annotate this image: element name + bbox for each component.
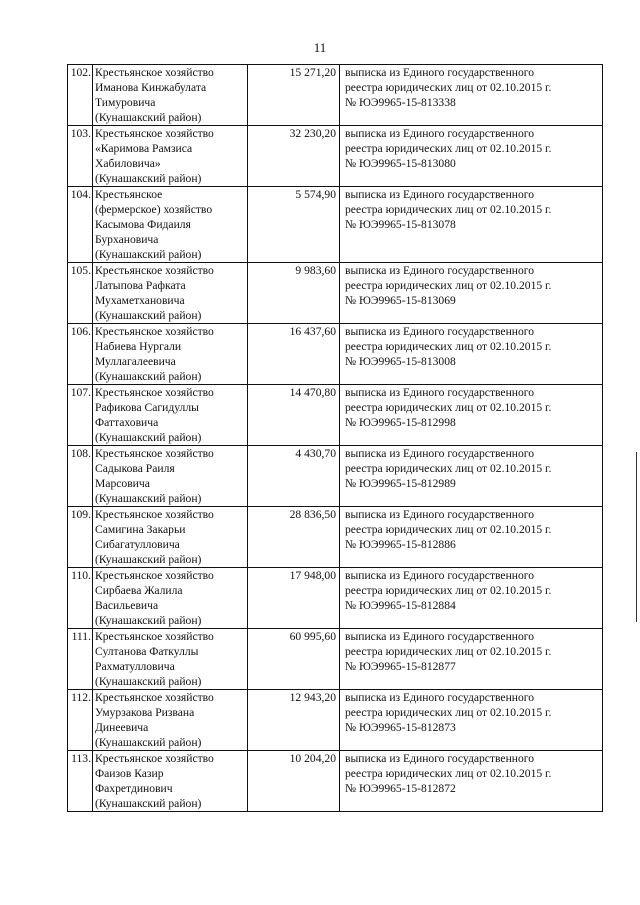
basis-document: выписка из Единого государственного реестра юридических лиц от 02.10.2015 г. № ЮЭ9965-15-812998 <box>340 385 603 446</box>
table-row <box>68 690 603 751</box>
amount: 9 983,60 <box>248 263 340 324</box>
row-number: 107. <box>68 385 93 446</box>
amount: 4 430,70 <box>248 446 340 507</box>
table-row <box>68 65 603 126</box>
farm-name: Крестьянское хозяйство Султанова Фаткуллы Рахматулловича (Кунашакский район) <box>93 629 248 690</box>
page-number: 11 <box>313 40 327 55</box>
farm-name: Крестьянское хозяйство Самигина Закарьи Сибагатулловича (Кунашакский район) <box>93 507 248 568</box>
table-row <box>68 629 603 690</box>
row-number: 102. <box>68 65 93 126</box>
basis-document: выписка из Единого государственного реестра юридических лиц от 02.10.2015 г. № ЮЭ9965-15-812886 <box>340 507 603 568</box>
table-row <box>68 507 603 568</box>
basis-document: выписка из Единого государственного реестра юридических лиц от 02.10.2015 г. № ЮЭ9965-15-812873 <box>340 690 603 751</box>
row-number: 104. <box>68 187 93 263</box>
row-number: 103. <box>68 126 93 187</box>
amount: 10 204,20 <box>248 751 340 812</box>
table-row <box>68 187 603 263</box>
row-number: 111. <box>68 629 93 690</box>
table-row <box>68 324 603 385</box>
amount: 12 943,20 <box>248 690 340 751</box>
farm-name: Крестьянское хозяйство Фаизов Казир Фахретдинович (Кунашакский район) <box>93 751 248 812</box>
basis-document: выписка из Единого государственного реестра юридических лиц от 02.10.2015 г. № ЮЭ9965-15-812877 <box>340 629 603 690</box>
basis-document: выписка из Единого государственного реестра юридических лиц от 02.10.2015 г. № ЮЭ9965-15-813078 <box>340 187 603 263</box>
amount: 14 470,80 <box>248 385 340 446</box>
table-row <box>68 126 603 187</box>
farm-name: Крестьянское (фермерское) хозяйство Касымова Фидаиля Бурхановича (Кунашакский район) <box>93 187 248 263</box>
farm-name: Крестьянское хозяйство Латыпова Рафката Мухаметхановича (Кунашакский район) <box>93 263 248 324</box>
row-number: 112. <box>68 690 93 751</box>
amount: 5 574,90 <box>248 187 340 263</box>
farm-name: Крестьянское хозяйство Рафикова Сагидуллы Фаттаховича (Кунашакский район) <box>93 385 248 446</box>
farm-name: Крестьянское хозяйство Сирбаева Жалила Васильевича (Кунашакский район) <box>93 568 248 629</box>
table-row <box>68 385 603 446</box>
basis-document: выписка из Единого государственного реестра юридических лиц от 02.10.2015 г. № ЮЭ9965-15-812989 <box>340 446 603 507</box>
row-number: 109. <box>68 507 93 568</box>
amount: 32 230,20 <box>248 126 340 187</box>
basis-document: выписка из Единого государственного реестра юридических лиц от 02.10.2015 г. № ЮЭ9965-15-813008 <box>340 324 603 385</box>
table-row <box>68 751 603 812</box>
farm-name: Крестьянское хозяйство «Каримова Рамзиса Хабиловича» (Кунашакский район) <box>93 126 248 187</box>
amount: 28 836,50 <box>248 507 340 568</box>
table-row <box>68 568 603 629</box>
scan-edge-line <box>636 452 637 622</box>
farm-name: Крестьянское хозяйство Садыкова Раиля Марсовича (Кунашакский район) <box>93 446 248 507</box>
farm-name: Крестьянское хозяйство Набиева Нургали Муллагалеевича (Кунашакский район) <box>93 324 248 385</box>
row-number: 106. <box>68 324 93 385</box>
basis-document: выписка из Единого государственного реестра юридических лиц от 02.10.2015 г. № ЮЭ9965-15-813338 <box>340 65 603 126</box>
row-number: 113. <box>68 751 93 812</box>
row-number: 110. <box>68 568 93 629</box>
amount: 60 995,60 <box>248 629 340 690</box>
farm-name: Крестьянское хозяйство Умурзакова Ризвана Динеевича (Кунашакский район) <box>93 690 248 751</box>
table-body <box>68 65 603 812</box>
amount: 15 271,20 <box>248 65 340 126</box>
amount: 16 437,60 <box>248 324 340 385</box>
basis-document: выписка из Единого государственного реестра юридических лиц от 02.10.2015 г. № ЮЭ9965-15-813069 <box>340 263 603 324</box>
table-row <box>68 446 603 507</box>
farm-name: Крестьянское хозяйство Иманова Кинжабулата Тимуровича (Кунашакский район) <box>93 65 248 126</box>
amount: 17 948,00 <box>248 568 340 629</box>
basis-document: выписка из Единого государственного реестра юридических лиц от 02.10.2015 г. № ЮЭ9965-15-813080 <box>340 126 603 187</box>
subsidy-table <box>67 64 603 812</box>
table-row <box>68 263 603 324</box>
basis-document: выписка из Единого государственного реестра юридических лиц от 02.10.2015 г. № ЮЭ9965-15-812872 <box>340 751 603 812</box>
row-number: 108. <box>68 446 93 507</box>
row-number: 105. <box>68 263 93 324</box>
basis-document: выписка из Единого государственного реестра юридических лиц от 02.10.2015 г. № ЮЭ9965-15-812884 <box>340 568 603 629</box>
